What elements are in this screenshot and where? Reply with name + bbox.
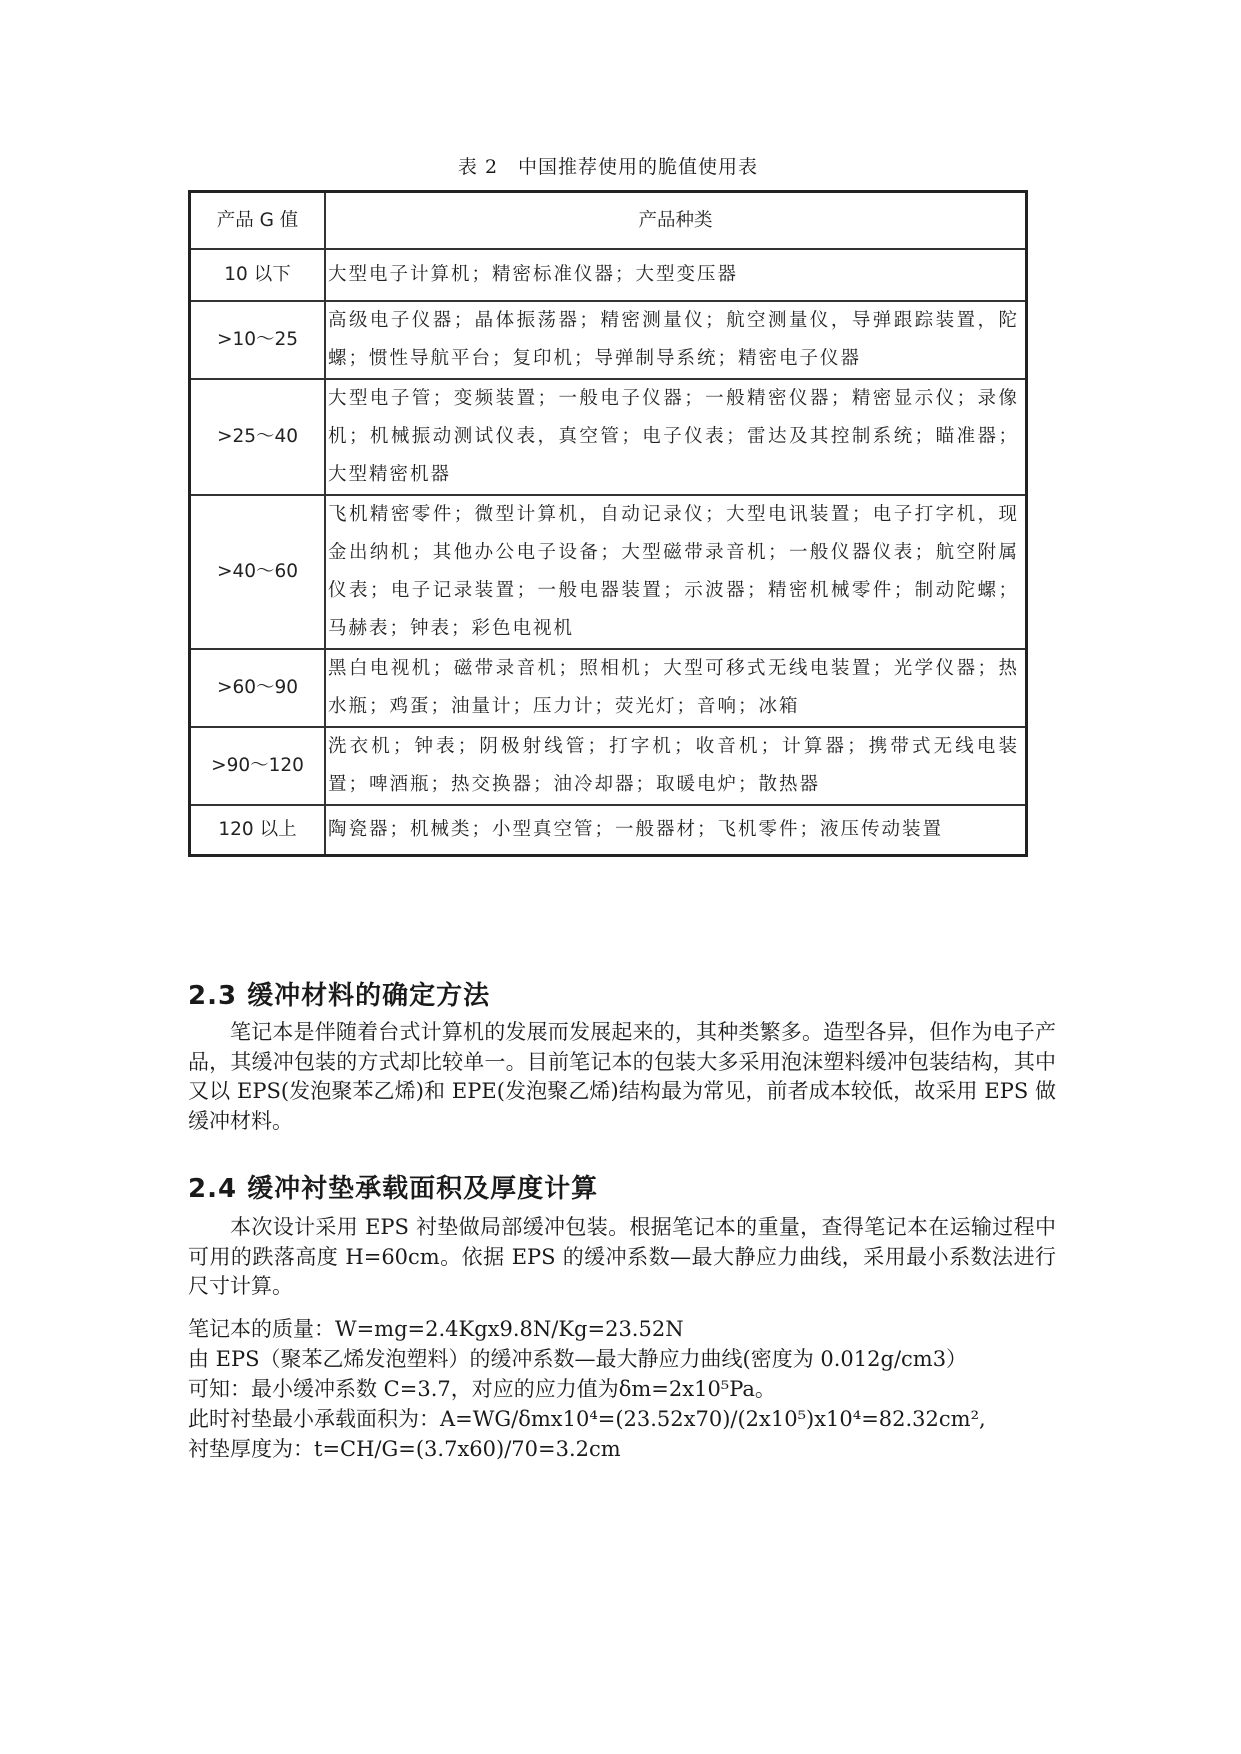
section-heading-2-3: 2.3 缓冲材料的确定方法 — [188, 981, 491, 1011]
section-heading-2-4: 2.4 缓冲衬垫承载面积及厚度计算 — [188, 1174, 599, 1204]
formula-line-mass: 笔记本的质量：W=mg=2.4Kgx9.8N/Kg=23.52N — [188, 1317, 684, 1341]
product-items-cell: 大型电子管；变频装置；一般电子仪器；一般精密仪器；精密显示仪；录像机；机械振动测试仪表，真空管；电子仪表；雷达及其控制系统；瞄准器；大型精密机器 — [325, 379, 1027, 495]
product-items-cell: 大型电子计算机；精密标准仪器；大型变压器 — [325, 249, 1027, 301]
table-row — [190, 495, 1027, 649]
table-row — [190, 649, 1027, 727]
paragraph: 本次设计采用 EPS 衬垫做局部缓冲包装。根据笔记本的重量，查得笔记本在运输过程中可用的跌落高度 H=60cm。依据 EPS 的缓冲系数—最大静应力曲线，采用最小系数法进行尺寸计算。 — [188, 1215, 1056, 1298]
g-value-cell: >90～120 — [190, 727, 326, 805]
table-header-row — [190, 192, 1027, 250]
product-items-cell: 陶瓷器；机械类；小型真空管；一般器材；飞机零件；液压传动装置 — [325, 805, 1027, 855]
g-value-cell: >40～60 — [190, 495, 326, 649]
fragility-table — [188, 190, 1028, 857]
formula-line-thickness: 衬垫厚度为：t=CH/G=(3.7x60)/70=3.2cm — [188, 1437, 621, 1461]
section-2-3-body — [188, 1018, 1056, 1136]
product-items-cell: 黑白电视机；磁带录音机；照相机；大型可移式无线电装置；光学仪器；热水瓶；鸡蛋；油量计；压力计；荧光灯；音响；冰箱 — [325, 649, 1027, 727]
g-value-cell: >60～90 — [190, 649, 326, 727]
formula-line-curve: 由 EPS（聚苯乙烯发泡塑料）的缓冲系数—最大静应力曲线(密度为 0.012g/cm3） — [188, 1347, 968, 1371]
g-value-cell: 120 以上 — [190, 805, 326, 855]
g-value-cell: >25～40 — [190, 379, 326, 495]
table-row — [190, 249, 1027, 301]
table-row — [190, 301, 1027, 379]
formula-line-area: 此时衬垫最小承载面积为：A=WG/δmx10⁴=(23.52x70)/(2x10⁵)x10⁴=82.32cm², — [188, 1407, 986, 1431]
paragraph: 笔记本是伴随着台式计算机的发展而发展起来的，其种类繁多。造型各异，但作为电子产品，其缓冲包装的方式却比较单一。目前笔记本的包装大多采用泡沫塑料缓冲包装结构，其中又以 EPS(发泡聚苯乙烯)和 EPE(发泡聚乙烯)结构最为常见，前者成本较低，故采用 EPS 做缓冲材料。 — [188, 1020, 1056, 1133]
product-items-cell: 高级电子仪器；晶体振荡器；精密测量仪；航空测量仪，导弹跟踪装置，陀螺；惯性导航平台；复印机；导弹制导系统；精密电子仪器 — [325, 301, 1027, 379]
header-g-value: 产品 G 值 — [190, 192, 326, 250]
header-product-type: 产品种类 — [325, 192, 1027, 250]
table-row — [190, 727, 1027, 805]
table-caption: 表 2 中国推荐使用的脆值使用表 — [457, 156, 759, 178]
product-items-cell: 飞机精密零件；微型计算机，自动记录仪；大型电讯装置；电子打字机，现金出纳机；其他办公电子设备；大型磁带录音机；一般仪器仪表；航空附属仪表；电子记录装置；一般电器装置；示波器；精密机械零件；制动陀螺；马赫表；钟表；彩色电视机 — [325, 495, 1027, 649]
table-row — [190, 379, 1027, 495]
table-row — [190, 805, 1027, 855]
g-value-cell: >10～25 — [190, 301, 326, 379]
product-items-cell: 洗衣机；钟表；阴极射线管；打字机；收音机；计算器；携带式无线电装置；啤酒瓶；热交换器；油冷却器；取暖电炉；散热器 — [325, 727, 1027, 805]
formula-line-coefficient: 可知：最小缓冲系数 C=3.7，对应的应力值为δm=2x10⁵Pa。 — [188, 1377, 776, 1401]
section-2-4-body — [188, 1213, 1056, 1302]
g-value-cell: 10 以下 — [190, 249, 326, 301]
